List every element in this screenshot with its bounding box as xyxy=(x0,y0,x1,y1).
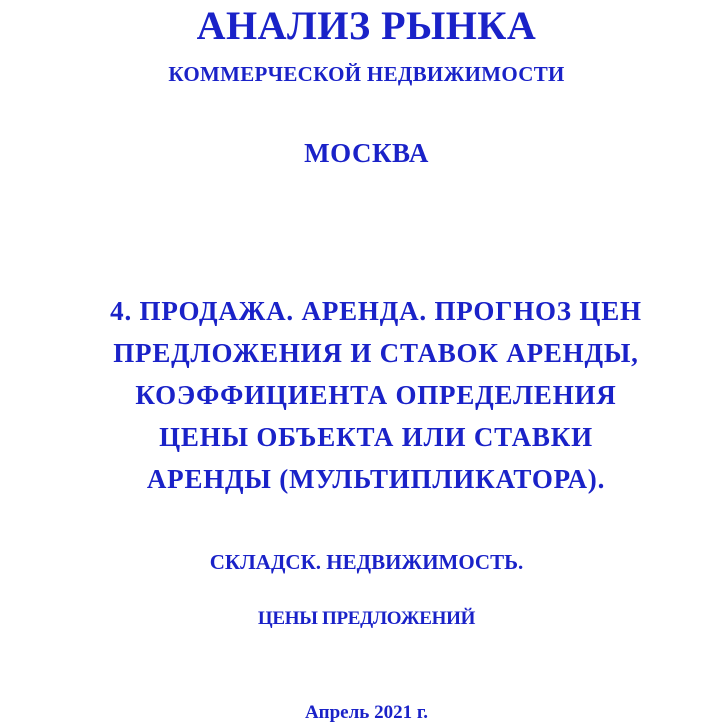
document-title: АНАЛИЗ РЫНКА xyxy=(196,3,537,48)
section-title-line: 4. ПРОДАЖА. АРЕНДА. ПРОГНОЗ ЦЕН xyxy=(110,296,642,326)
document-subtitle: КОММЕРЧЕСКОЙ НЕДВИЖИМОСТИ xyxy=(168,62,565,86)
city-heading: МОСКВА xyxy=(304,138,429,168)
section-title-line: ПРЕДЛОЖЕНИЯ И СТАВОК АРЕНДЫ, xyxy=(113,338,639,368)
document-date: Апрель 2021 г. xyxy=(304,702,429,723)
section-title xyxy=(66,290,686,500)
market-segment-heading: СКЛАДСК. НЕДВИЖИМОСТЬ. xyxy=(209,550,524,574)
section-title-line: ЦЕНЫ ОБЪЕКТА ИЛИ СТАВКИ xyxy=(159,422,593,452)
section-title-line: АРЕНДЫ (МУЛЬТИПЛИКАТОРА). xyxy=(146,464,606,494)
section-title-line: КОЭФФИЦИЕНТА ОПРЕДЕЛЕНИЯ xyxy=(135,380,617,410)
price-type-heading: ЦЕНЫ ПРЕДЛОЖЕНИЙ xyxy=(257,608,476,629)
